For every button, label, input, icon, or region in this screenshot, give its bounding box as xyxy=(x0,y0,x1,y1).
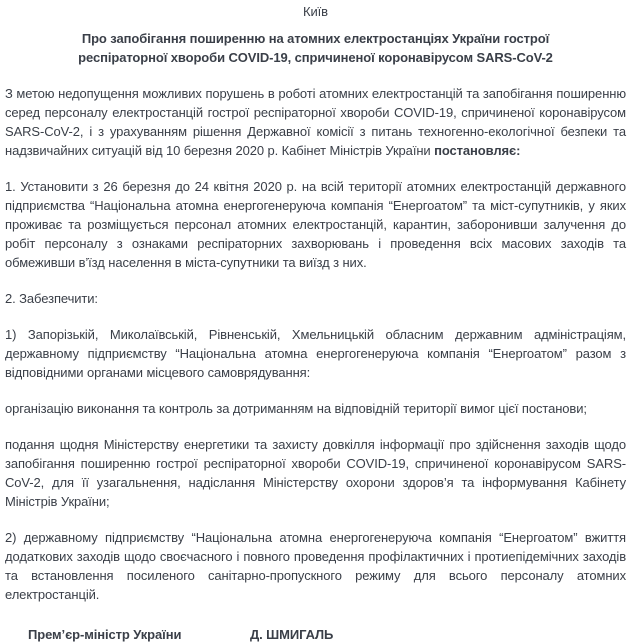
paragraph-item-5: подання щодня Міністерству енергетики та захисту довкілля інформації про здійснення заходів щодо запобігання поширенню гострої респіраторної хвороби COVID-19, спричиненої коронавірусом SARS-CoV-2, для її узагальнення, надіслання Міністерству охорони здоров’я та інформування Кабінету Міністрів України; xyxy=(5,437,626,509)
signature-block xyxy=(5,625,626,644)
document-place: Київ xyxy=(303,4,328,19)
paragraph-item-1: 1. Установити з 26 березня до 24 квітня 2020 р. на всій території атомних електростанцій державного підприємства “Національна атомна енергогенеруюча компанія “Енергоатом” та міст-супутників, у яких проживає та розміщується персонал атомних електростанцій, карантин, заборонивши залучення до робіт персоналу з ознаками респіраторних захворювань і проведення всіх масових заходів та обмеживши в’їзд населення в міста-супутники та виїзд з них. xyxy=(5,179,626,270)
preamble-text: З метою недопущення можливих порушень в роботі атомних електростанцій та запобігання поширенню серед персоналу електростанцій гострої респіраторної хвороби COVID-19, спричиненої коронавірусом SARS-CoV-2, і з урахуванням рішення Державної комісії з питань техногенно-екологічної безпеки та надзвичайних ситуацій від 10 березня 2020 р. Кабінет Міністрів України xyxy=(5,86,626,158)
paragraph-item-6: 2) державному підприємству “Національна атомна енергогенеруюча компанія “Енергоатом” вжиття додаткових заходів щодо своєчасного і повного проведення профілактичних і протиепідемічних заходів та встановлення посиленого санітарно-пропускного режиму для всього персоналу атомних електростанцій. xyxy=(5,530,626,602)
paragraph-item-2: 2. Забезпечити: xyxy=(5,291,98,306)
paragraph-item-3: 1) Запорізькій, Миколаївській, Рівненській, Хмельницькій обласним державним адміністраціям, державному підприємству “Національна атомна енергогенеруюча компанія “Енергоатом” разом з відповідними органами місцевого самоврядування: xyxy=(5,327,626,380)
preamble-paragraph xyxy=(5,84,626,160)
preamble-resolves-word: постановляє: xyxy=(434,143,521,158)
signature-role: Прем’єр-міністр України xyxy=(28,627,182,642)
paragraph-item-4: організацію виконання та контроль за дотриманням на відповідній території вимог цієї постанови; xyxy=(5,401,587,416)
signature-name: Д. ШМИГАЛЬ xyxy=(250,627,334,642)
document-title: Про запобігання поширенню на атомних електростанціях України гострої респіраторної хвороби COVID-19, спричиненої коронавірусом SARS-CoV-2 xyxy=(78,31,553,65)
